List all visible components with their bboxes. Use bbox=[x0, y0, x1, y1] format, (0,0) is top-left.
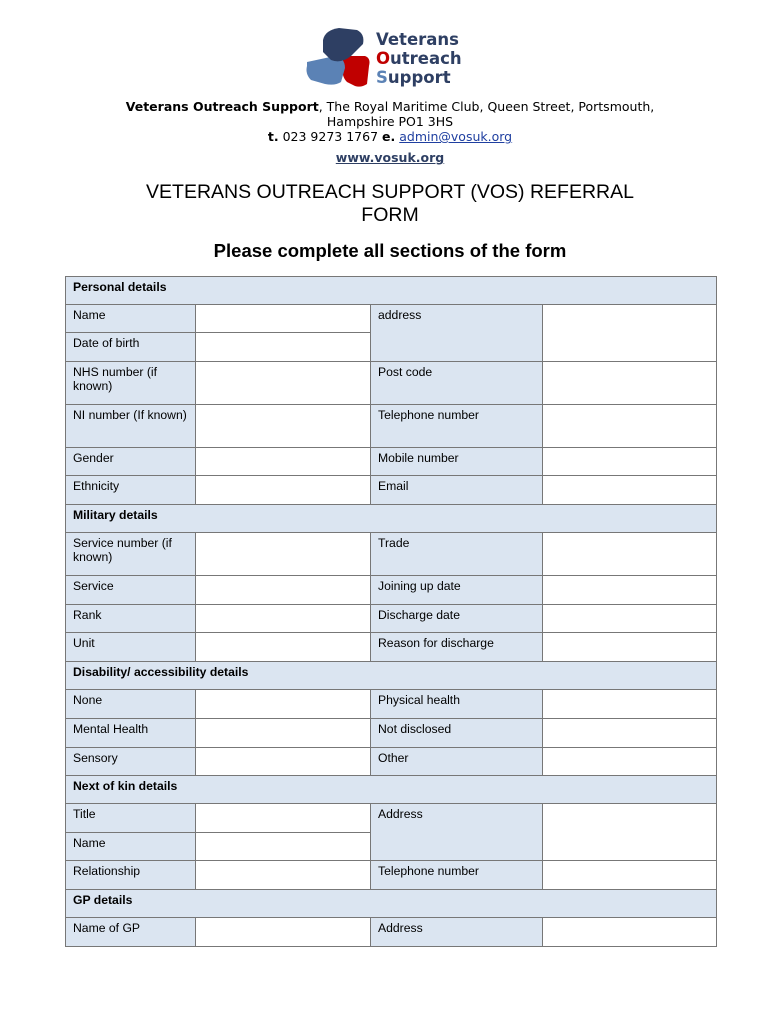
field-label-reason-for-discharge: Reason for discharge bbox=[371, 633, 543, 662]
field-label-telephone-number: Telephone number bbox=[371, 405, 543, 448]
field-label-telephone-number: Telephone number bbox=[371, 861, 543, 890]
form-row bbox=[66, 476, 717, 505]
field-input-relationship[interactable] bbox=[196, 861, 371, 890]
field-input-telephone-number[interactable] bbox=[543, 861, 717, 890]
field-label-mental-health: Mental Health bbox=[66, 719, 196, 748]
field-input-title[interactable] bbox=[196, 804, 371, 833]
field-label-trade: Trade bbox=[371, 533, 543, 576]
field-label-email: Email bbox=[371, 476, 543, 505]
form-title: VETERANS OUTREACH SUPPORT (VOS) REFERRAL FORM bbox=[146, 181, 634, 226]
field-input-service-number-if-known[interactable] bbox=[196, 533, 371, 576]
field-input-trade[interactable] bbox=[543, 533, 717, 576]
contact-block bbox=[0, 99, 770, 144]
field-label-discharge-date: Discharge date bbox=[371, 605, 543, 633]
field-label-address: address bbox=[371, 305, 543, 362]
form-row bbox=[66, 405, 717, 448]
section-header-row bbox=[66, 505, 717, 533]
field-input-name-of-gp[interactable] bbox=[196, 918, 371, 947]
field-label-nhs-number-if-known: NHS number (if known) bbox=[66, 362, 196, 405]
form-row bbox=[66, 804, 717, 833]
field-label-unit: Unit bbox=[66, 633, 196, 662]
section-header-row bbox=[66, 890, 717, 918]
field-label-address: Address bbox=[371, 918, 543, 947]
field-input-gender[interactable] bbox=[196, 448, 371, 476]
hands-logo-icon bbox=[305, 26, 385, 90]
address-line-1: , The Royal Maritime Club, Queen Street, Portsmouth, bbox=[318, 99, 655, 114]
field-input-discharge-date[interactable] bbox=[543, 605, 717, 633]
form-row bbox=[66, 533, 717, 576]
phone-label: t. bbox=[267, 129, 279, 144]
field-input-address[interactable] bbox=[543, 305, 717, 362]
field-label-sensory: Sensory bbox=[66, 748, 196, 776]
field-label-joining-up-date: Joining up date bbox=[371, 576, 543, 605]
section-title-gp-details: GP details bbox=[66, 890, 717, 918]
field-input-ni-number-if-known[interactable] bbox=[196, 405, 371, 448]
field-label-title: Title bbox=[66, 804, 196, 833]
field-input-name[interactable] bbox=[196, 833, 371, 861]
field-label-name-of-gp: Name of GP bbox=[66, 918, 196, 947]
form-subtitle: Please complete all sections of the form bbox=[213, 240, 567, 261]
section-title-next-of-kin-details: Next of kin details bbox=[66, 776, 717, 804]
logo-text bbox=[376, 30, 462, 87]
field-input-mobile-number[interactable] bbox=[543, 448, 717, 476]
form-row bbox=[66, 305, 717, 333]
email-link[interactable]: admin@vosuk.org bbox=[399, 129, 513, 144]
field-input-email[interactable] bbox=[543, 476, 717, 505]
field-label-name: Name bbox=[66, 305, 196, 333]
address-line-2: Hampshire PO1 3HS bbox=[326, 114, 454, 129]
form-row bbox=[66, 448, 717, 476]
website-link[interactable]: www.vosuk.org bbox=[335, 150, 445, 165]
field-label-not-disclosed: Not disclosed bbox=[371, 719, 543, 748]
field-label-post-code: Post code bbox=[371, 362, 543, 405]
section-title-personal-details: Personal details bbox=[66, 277, 717, 305]
field-label-physical-health: Physical health bbox=[371, 690, 543, 719]
field-input-post-code[interactable] bbox=[543, 362, 717, 405]
field-input-mental-health[interactable] bbox=[196, 719, 371, 748]
section-title-military-details: Military details bbox=[66, 505, 717, 533]
org-name: Veterans Outreach Support bbox=[125, 99, 319, 114]
section-header-row bbox=[66, 776, 717, 804]
field-input-rank[interactable] bbox=[196, 605, 371, 633]
section-title-disability-accessibility-details: Disability/ accessibility details bbox=[66, 662, 717, 690]
logo-utreach: utreach bbox=[390, 49, 462, 68]
field-input-other[interactable] bbox=[543, 748, 717, 776]
field-input-address[interactable] bbox=[543, 918, 717, 947]
logo-o: O bbox=[376, 49, 391, 68]
field-input-service[interactable] bbox=[196, 576, 371, 605]
email-label: e. bbox=[382, 129, 396, 144]
field-label-gender: Gender bbox=[66, 448, 196, 476]
field-label-ethnicity: Ethnicity bbox=[66, 476, 196, 505]
form-row bbox=[66, 690, 717, 719]
form-row bbox=[66, 719, 717, 748]
field-input-name[interactable] bbox=[196, 305, 371, 333]
field-label-date-of-birth: Date of birth bbox=[66, 333, 196, 362]
field-input-ethnicity[interactable] bbox=[196, 476, 371, 505]
field-input-sensory[interactable] bbox=[196, 748, 371, 776]
form-row bbox=[66, 918, 717, 947]
field-input-joining-up-date[interactable] bbox=[543, 576, 717, 605]
logo-line-1: Veterans bbox=[376, 30, 459, 49]
field-label-none: None bbox=[66, 690, 196, 719]
form-row bbox=[66, 576, 717, 605]
field-input-physical-health[interactable] bbox=[543, 690, 717, 719]
field-label-name: Name bbox=[66, 833, 196, 861]
logo-s: S bbox=[376, 68, 388, 87]
field-label-address: Address bbox=[371, 804, 543, 861]
field-label-service: Service bbox=[66, 576, 196, 605]
field-label-service-number-if-known: Service number (if known) bbox=[66, 533, 196, 576]
logo-upport: upport bbox=[387, 68, 451, 87]
section-header-row bbox=[66, 662, 717, 690]
field-input-not-disclosed[interactable] bbox=[543, 719, 717, 748]
field-label-relationship: Relationship bbox=[66, 861, 196, 890]
logo-line-2 bbox=[376, 49, 462, 68]
form-row bbox=[66, 605, 717, 633]
referral-form-table bbox=[65, 276, 717, 947]
field-label-mobile-number: Mobile number bbox=[371, 448, 543, 476]
field-input-reason-for-discharge[interactable] bbox=[543, 633, 717, 662]
field-input-nhs-number-if-known[interactable] bbox=[196, 362, 371, 405]
field-input-none[interactable] bbox=[196, 690, 371, 719]
field-input-address[interactable] bbox=[543, 804, 717, 861]
form-row bbox=[66, 861, 717, 890]
phone: 023 9273 1767 bbox=[282, 129, 379, 144]
form-row bbox=[66, 633, 717, 662]
field-label-ni-number-if-known: NI number (If known) bbox=[66, 405, 196, 448]
form-row bbox=[66, 362, 717, 405]
logo-line-3 bbox=[376, 68, 462, 87]
form-row bbox=[66, 748, 717, 776]
field-label-other: Other bbox=[371, 748, 543, 776]
field-label-rank: Rank bbox=[66, 605, 196, 633]
field-input-unit[interactable] bbox=[196, 633, 371, 662]
field-input-date-of-birth[interactable] bbox=[196, 333, 371, 362]
section-header-row bbox=[66, 277, 717, 305]
field-input-telephone-number[interactable] bbox=[543, 405, 717, 448]
